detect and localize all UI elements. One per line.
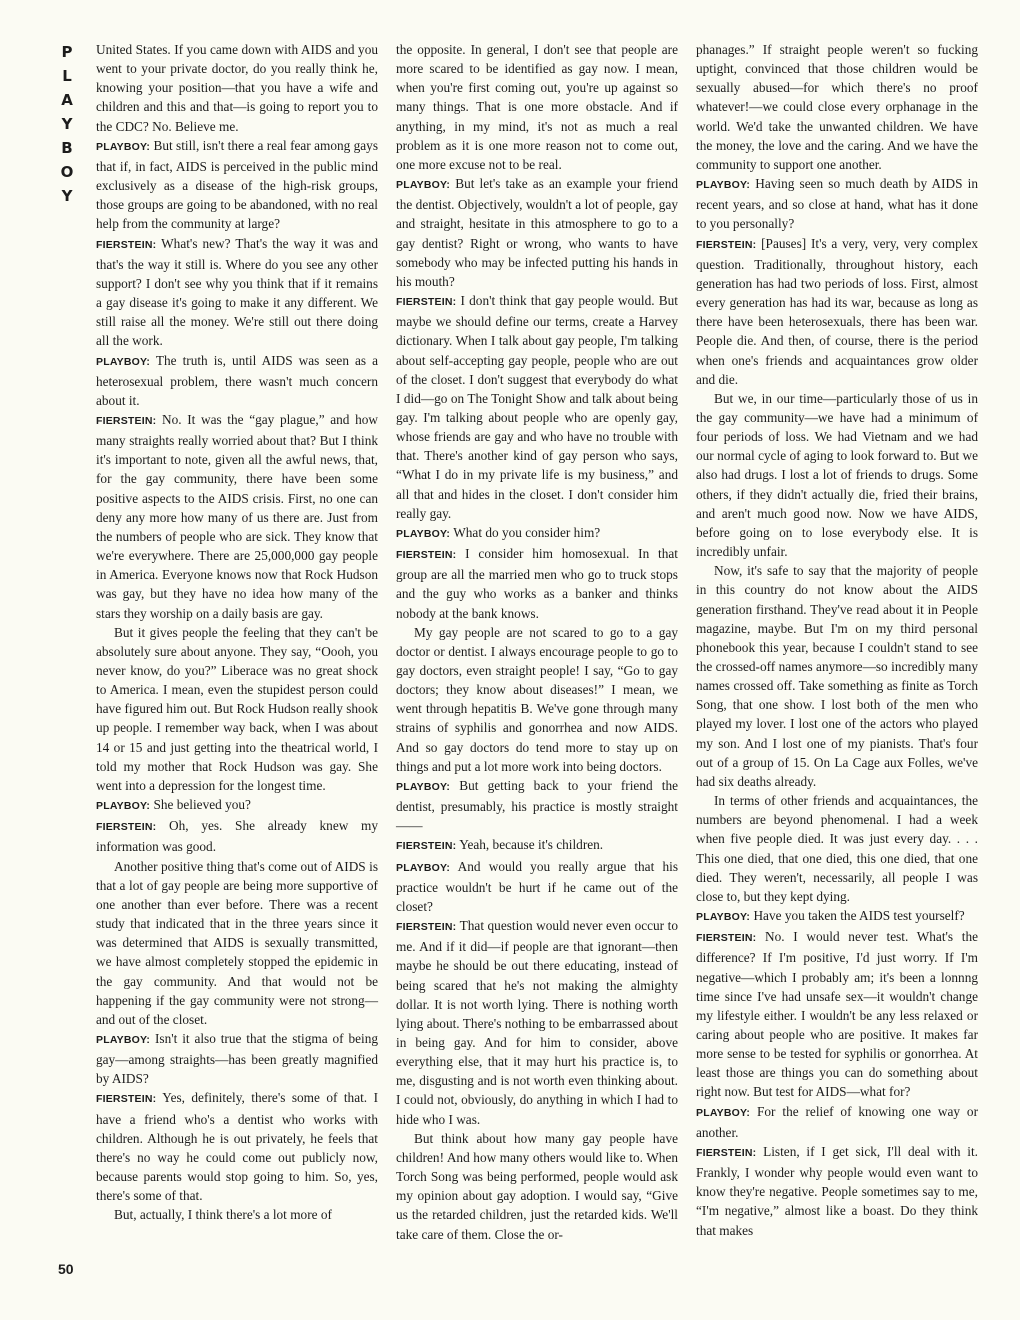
speaker-label: PLAYBOY:	[696, 179, 751, 192]
dialogue-paragraph	[696, 1102, 978, 1142]
running-title-letter: O	[60, 163, 74, 181]
paragraph-text: Yes, definitely, there's some of that. I have a friend who's a dentist who works with children. Although he is out privately, he feels that there's no way he could come out publicly now, because parents would stop going to him. So, yes, there's some of that.	[96, 1090, 378, 1204]
paragraph-text: No. I would never test. What's the difference? If I'm positive, I'd just worry. If I'm negative—which I probably am; it's been a lonnng time since I've had unsafe sex—it wouldn't change my lifestyle either. I wouldn't be any less relaxed or caring about people who are positive. It makes far more sense to be tested for syphilis or gonorrhea. At least those are things you can do something about right now. But test for AIDS—what for?	[696, 929, 978, 1100]
dialogue-paragraph	[396, 291, 678, 523]
speaker-label: PLAYBOY:	[396, 861, 451, 874]
paragraph-text: Having seen so much death by AIDS in recent years, and so close at hand, what has it done to you personally?	[696, 176, 978, 232]
paragraph-text: For the relief of knowing one way or another.	[696, 1103, 979, 1140]
paragraph-text: My gay people are not scared to go to a gay doctor or dentist. I always encourage people to go to gay doctors, even straight people! I say, “Go to gay doctors; they know about diseases!” I mean, we went through hepatitis B. We've gone through many strains of syphilis and gonorrhea and now AIDS. And so gay doctors do tend more to stay up on things and put a lot more work into being doctors.	[396, 624, 678, 774]
paragraph-text: the opposite. In general, I don't see that people are more scared to be identified as gay now. I mean, when you're first coming out, you're up against so many things. That is one more obstacle. And if anything, in my mind, it's not as much a real problem as it is one more reason not to come out, one more excuse not to be real.	[396, 42, 678, 172]
body-paragraph	[96, 623, 378, 795]
body-paragraph	[96, 1205, 378, 1224]
dialogue-paragraph	[396, 835, 678, 856]
dialogue-paragraph	[696, 927, 978, 1101]
dialogue-paragraph	[96, 816, 378, 856]
dialogue-paragraph	[396, 523, 678, 544]
speaker-label: FIERSTEIN:	[396, 921, 457, 934]
dialogue-paragraph	[396, 916, 678, 1129]
speaker-label: PLAYBOY:	[696, 911, 751, 924]
paragraph-text: But getting back to your friend the dentist, presumably, his practice is mostly straight——	[396, 777, 678, 834]
running-title-letter: Y	[61, 115, 73, 133]
dialogue-paragraph	[96, 136, 378, 234]
body-paragraph	[96, 857, 378, 1029]
paragraph-text: I don't think that gay people would. But maybe we should define our terms, create a Harvey dictionary. When I talk about gay people, I'm talking about self-accepting gay people, people who are out of the closet. I don't suggest that everybody do what I did—go on The Tonight Show and talk about being gay. I'm talking about people who are openly gay, whose friends are gay and who have no trouble with that. There's another kind of gay person who says, “What I do in my private life is my business,” and all that and hides in the closet. I don't consider him really gay.	[396, 293, 678, 521]
dialogue-paragraph	[696, 906, 978, 927]
speaker-label: PLAYBOY:	[396, 527, 451, 540]
running-title-letter: L	[62, 67, 72, 85]
body-paragraph	[696, 40, 978, 174]
paragraph-text: Have you taken the AIDS test yourself?	[753, 908, 965, 924]
dialogue-paragraph	[96, 351, 378, 410]
paragraph-text: And would you really argue that his practice wouldn't be hurt if he came out of the closet?	[396, 858, 678, 914]
paragraph-text: But we, in our time—particularly those of us in the gay community—we have had a minimum of four periods of loss. We had Vietnam and we had our normal cycle of aging to look forward to. But we also had drugs. I lost a lot of friends to drugs. Some others, if they didn't actually die, fried their brains, and aren't much good now. Now we have AIDS, before going on to lose everybody else. It is incredibly unfair.	[696, 390, 978, 560]
dialogue-paragraph	[696, 234, 978, 389]
speaker-label: FIERSTEIN:	[396, 296, 457, 309]
paragraph-text: No. It was the “gay plague,” and how many straights really worried about that? But I think it's important to note, given all the awful news, that, for the gay community, there have been some positive aspects to the AIDS crisis. First, no one can deny any more how many of us there are. Just from the numbers of people who are sick. They know that we're everywhere. There are 25,000,000 gay people in America. Everyone knows now that Rock Hudson was gay, but they have no idea how many of the stars they worship on a daily basis are gay.	[96, 411, 379, 621]
speaker-label: FIERSTEIN:	[696, 1146, 757, 1159]
paragraph-text: I consider him homosexual. In that group are all the married men who go to truck stops and the guy who works as a banker and thinks nobody at the bank knows.	[396, 546, 678, 621]
speaker-label: PLAYBOY:	[96, 1033, 151, 1046]
speaker-label: FIERSTEIN:	[696, 238, 757, 251]
paragraph-text: Now, it's safe to say that the majority of people in this country do not know about the AIDS generation firsthand. They've read about it in People magazine, maybe. But I'm on my third personal phonebook this year, because I couldn't stand to see the crossed-off names anymore—so incredibly many names crossed off. Take something as finite as Torch Song, that one show. I lost both of the men who played my lover. I lost one of the actors who played my son. And I lost one of my pianists. That's four out of a group of 15. On La Cage aux Folles, we've had six deaths already.	[696, 563, 978, 789]
dialogue-paragraph	[696, 174, 978, 233]
dialogue-paragraph	[396, 544, 678, 623]
paragraph-text: What's new? That's the way it was and that's the way it still is. Where do you see any other support? I don't see why you think that if it remains a gay disease it's going to make it any different. We still raise all the money. We're still out there doing all the work.	[96, 235, 378, 349]
paragraph-text: But think about how many gay people have children! And how many others would like to. When Torch Song was being performed, people would ask my opinion about gay adoption. I would say, “Give us the retarded children, just the retarded kids. We'll take care of them. Close the or-	[396, 1130, 678, 1242]
dialogue-paragraph	[96, 1029, 378, 1088]
body-paragraph	[696, 561, 978, 791]
speaker-label: FIERSTEIN:	[96, 238, 157, 251]
body-paragraph	[696, 791, 978, 906]
dialogue-paragraph	[396, 776, 678, 835]
speaker-label: FIERSTEIN:	[696, 932, 757, 945]
dialogue-paragraph	[96, 234, 378, 351]
paragraph-text: What do you consider him?	[453, 524, 601, 540]
paragraph-text: Oh, yes. She already knew my information was good.	[96, 818, 379, 855]
paragraph-text: Another positive thing that's come out of AIDS is that a lot of gay people are being more supportive of one another than ever before. There was a recent study that indicated that in the three years since it was determined that AIDS is sexually transmitted, we have almost completely stopped the epidemic in the gay community. And that would not be happening if the gay community were not strong—and out of the closet.	[96, 858, 378, 1027]
dialogue-paragraph	[96, 1088, 378, 1205]
body-paragraph	[396, 1129, 678, 1244]
speaker-label: FIERSTEIN:	[396, 840, 457, 853]
running-title-letter: P	[61, 43, 73, 61]
paragraph-text: Isn't it also true that the stigma of being gay—among straights—has been greatly magnified by AIDS?	[96, 1030, 378, 1087]
dialogue-paragraph	[696, 1142, 978, 1240]
paragraph-text: That question would never even occur to me. And if it did—if people are that ignorant—then maybe he should be out there educating, instead of being scared that he's not making the almighty dollar. It is not worth lying. There is nothing worth lying about. There's nothing to be embarrassed about in being gay. And for him to consider, above everything else, that it may hurt his practice is, to me, disgusting and is not worth even thinking about. I could not, obviously, do anything in which I had to hide who I was.	[396, 918, 678, 1127]
paragraph-text: [Pauses] It's a very, very, very complex question. Traditionally, throughout history, each generation has had two periods of loss. First, almost every generation has had its war, because as long as there have been heterosexuals, there has been war. People die. And then, of course, there is the period when one's friends and acquaintances grow older and die.	[696, 235, 978, 387]
speaker-label: PLAYBOY:	[96, 355, 151, 368]
dialogue-paragraph	[396, 857, 678, 916]
running-title-letter: A	[61, 91, 73, 109]
speaker-label: PLAYBOY:	[96, 140, 151, 153]
paragraph-text: United States. If you came down with AIDS and you went to your private doctor, do you really think he, knowing your position—that you have a wife and children and this and that—is going to report you to the CDC? No. Believe me.	[96, 42, 378, 134]
paragraph-text: The truth is, until AIDS was seen as a heterosexual problem, there wasn't much concern about it.	[96, 352, 378, 408]
speaker-label: PLAYBOY:	[696, 1106, 751, 1119]
dialogue-paragraph	[396, 174, 678, 291]
paragraph-text: But still, isn't there a real fear among gays that if, in fact, AIDS is perceived in the public mind exclusively as a disease of the high-risk groups, those groups are going to be abandoned, with no real help from the community at large?	[96, 137, 378, 232]
running-title-letter: B	[61, 139, 73, 157]
speaker-label: FIERSTEIN:	[96, 414, 157, 427]
body-paragraph	[696, 389, 978, 561]
article-column-3	[696, 40, 978, 1240]
paragraph-text: But let's take as an example your friend the dentist. Objectively, wouldn't a lot of people, gay and straight, hesitate in this atmosphere to go to a gay dentist? Right or wrong, who wants to have somebody who may be infected putting his hands in his mouth?	[396, 176, 678, 289]
paragraph-text: But it gives people the feeling that they can't be absolutely sure about anyone. They say, “Oooh, you never know, do you?” Liberace was no great shock to America. I mean, even the stupidest person could have figured him out. But Rock Hudson really shook up people. I remember way back, when I was about 14 or 15 and just getting into the theatrical world, I told my mother that Rock Hudson was gay. She went into a depression for the longest time.	[96, 624, 378, 793]
body-paragraph	[396, 40, 678, 174]
body-paragraph	[96, 40, 378, 136]
paragraph-text: But, actually, I think there's a lot more of	[114, 1207, 332, 1223]
speaker-label: FIERSTEIN:	[96, 821, 157, 834]
paragraph-text: Yeah, because it's children.	[459, 837, 604, 853]
speaker-label: PLAYBOY:	[396, 179, 451, 192]
dialogue-paragraph	[96, 410, 378, 623]
dialogue-paragraph	[96, 795, 378, 816]
running-title-letter: Y	[61, 187, 73, 205]
speaker-label: FIERSTEIN:	[396, 549, 457, 562]
paragraph-text: Listen, if I get sick, I'll deal with it. Frankly, I wonder why people would even want to know they're negative. People sometimes say to me, “I'm negative,” almost like a boast. Do they think that makes	[696, 1143, 978, 1238]
speaker-label: FIERSTEIN:	[96, 1093, 157, 1106]
magazine-running-title	[55, 40, 79, 208]
page-number: 50	[58, 1261, 74, 1277]
body-paragraph	[396, 623, 678, 776]
speaker-label: PLAYBOY:	[396, 780, 451, 793]
speaker-label: PLAYBOY:	[96, 800, 151, 813]
article-column-2	[396, 40, 678, 1244]
paragraph-text: She believed you?	[153, 797, 251, 813]
paragraph-text: In terms of other friends and acquaintances, the numbers are beyond phenomenal. I had a week when five people died. It was just every day. . . . This one died, that one died, this one died, that one died. They weren't, necessarily, all people I was close to, but they kept dying.	[696, 793, 978, 904]
article-column-1	[96, 40, 378, 1225]
paragraph-text: phanages.” If straight people weren't so fucking uptight, convinced that those children would be sexually abused—for which there's no proof whatever!—we could close every orphanage in the world. We'd take the unwanted children. We have the money, the love and the caring. And we have the community to support one another.	[696, 42, 978, 172]
